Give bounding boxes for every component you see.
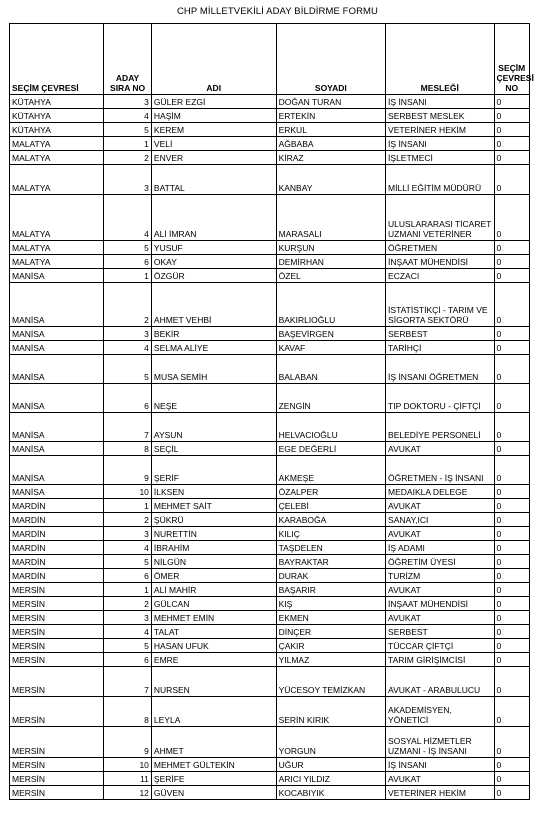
cell-district: MANİSA xyxy=(10,355,104,384)
cell-district-no: 0 xyxy=(494,485,530,499)
table-row xyxy=(10,653,530,667)
cell-rank: 4 xyxy=(104,625,152,639)
cell-surname: AKMEŞE xyxy=(276,456,385,485)
cell-profession: SANAY,ICI xyxy=(386,513,494,527)
cell-name: YUSUF xyxy=(151,241,276,255)
header-district: SEÇİM ÇEVRESİ xyxy=(10,24,104,95)
cell-district: MANİSA xyxy=(10,384,104,413)
cell-profession: İŞ İNSANI xyxy=(386,758,494,772)
table-row xyxy=(10,527,530,541)
cell-rank: 6 xyxy=(104,384,152,413)
cell-district-no: 0 xyxy=(494,241,530,255)
cell-name: HAŞİM xyxy=(151,109,276,123)
cell-surname: YORGUN xyxy=(276,727,385,758)
cell-profession: AVUKAT xyxy=(386,611,494,625)
cell-name: AYSUN xyxy=(151,413,276,442)
cell-rank: 2 xyxy=(104,151,152,165)
candidate-table xyxy=(9,23,534,800)
cell-profession: AVUKAT xyxy=(386,772,494,786)
cell-rank: 3 xyxy=(104,527,152,541)
cell-district: MANİSA xyxy=(10,283,104,327)
cell-rank: 8 xyxy=(104,697,152,727)
cell-profession: SERBEST xyxy=(386,327,494,341)
cell-profession: AVUKAT xyxy=(386,499,494,513)
cell-name: OKAY xyxy=(151,255,276,269)
cell-rank: 1 xyxy=(104,583,152,597)
cell-name: NEŞE xyxy=(151,384,276,413)
cell-profession: ULUSLARARASI TİCARET UZMANI VETERİNER xyxy=(386,195,494,241)
cell-name: VELİ xyxy=(151,137,276,151)
cell-profession: BELEDİYE PERSONELİ xyxy=(386,413,494,442)
cell-rank: 5 xyxy=(104,123,152,137)
cell-district-no: 0 xyxy=(494,109,530,123)
cell-surname: BAYRAKTAR xyxy=(276,555,385,569)
cell-profession: SERBEST xyxy=(386,625,494,639)
table-row xyxy=(10,195,530,241)
cell-name: BEKİR xyxy=(151,327,276,341)
cell-name: AHMET VEHBİ xyxy=(151,283,276,327)
cell-surname: ERKUL xyxy=(276,123,385,137)
table-row xyxy=(10,355,530,384)
cell-rank: 4 xyxy=(104,109,152,123)
table-row xyxy=(10,667,530,697)
cell-surname: SERİN KIRIK xyxy=(276,697,385,727)
cell-surname: BAKIRLIOĞLU xyxy=(276,283,385,327)
cell-surname: KARABOĞA xyxy=(276,513,385,527)
cell-surname: KANBAY xyxy=(276,165,385,195)
cell-rank: 3 xyxy=(104,611,152,625)
table-row xyxy=(10,597,530,611)
cell-profession: İŞ ADAMI xyxy=(386,541,494,555)
table-row xyxy=(10,413,530,442)
cell-name: İLKSEN xyxy=(151,485,276,499)
cell-surname: KOCABIYIK xyxy=(276,786,385,800)
cell-rank: 6 xyxy=(104,569,152,583)
cell-name: KEREM xyxy=(151,123,276,137)
cell-district: MANİSA xyxy=(10,485,104,499)
cell-district: MALATYA xyxy=(10,241,104,255)
cell-profession: ECZACI xyxy=(386,269,494,283)
cell-district: MARDİN xyxy=(10,499,104,513)
cell-district-no: 0 xyxy=(494,137,530,151)
cell-district: MERSİN xyxy=(10,583,104,597)
cell-district-no: 0 xyxy=(494,123,530,137)
cell-district-no: 0 xyxy=(494,513,530,527)
table-row xyxy=(10,384,530,413)
cell-name: ALİ İMRAN xyxy=(151,195,276,241)
cell-rank: 3 xyxy=(104,165,152,195)
cell-rank: 5 xyxy=(104,241,152,255)
table-row xyxy=(10,611,530,625)
cell-profession: ÖĞRETMEN xyxy=(386,241,494,255)
cell-district-no: 0 xyxy=(494,151,530,165)
cell-rank: 4 xyxy=(104,541,152,555)
cell-name: SEÇİL xyxy=(151,442,276,456)
table-row xyxy=(10,583,530,597)
cell-surname: TAŞDELEN xyxy=(276,541,385,555)
cell-district-no: 0 xyxy=(494,499,530,513)
cell-district: MARDİN xyxy=(10,541,104,555)
table-row xyxy=(10,255,530,269)
cell-district-no: 0 xyxy=(494,355,530,384)
cell-district-no: 0 xyxy=(494,597,530,611)
header-profession: MESLEĞİ xyxy=(386,24,494,95)
table-row xyxy=(10,541,530,555)
cell-district-no: 0 xyxy=(494,758,530,772)
cell-district-no: 0 xyxy=(494,413,530,442)
cell-district: MERSİN xyxy=(10,786,104,800)
cell-district: MERSİN xyxy=(10,639,104,653)
cell-district-no: 0 xyxy=(494,95,530,109)
cell-rank: 7 xyxy=(104,667,152,697)
cell-district: MERSİN xyxy=(10,727,104,758)
cell-rank: 10 xyxy=(104,485,152,499)
cell-district: KÜTAHYA xyxy=(10,123,104,137)
cell-profession: AVUKAT xyxy=(386,442,494,456)
cell-profession: İŞLETMECİ xyxy=(386,151,494,165)
cell-surname: EGE DEĞERLİ xyxy=(276,442,385,456)
cell-rank: 10 xyxy=(104,758,152,772)
cell-name: MEHMET SAİT xyxy=(151,499,276,513)
table-row xyxy=(10,697,530,727)
cell-surname: BALABAN xyxy=(276,355,385,384)
table-row xyxy=(10,123,530,137)
table-row xyxy=(10,109,530,123)
table-row xyxy=(10,786,530,800)
cell-profession: İŞ İNSANI xyxy=(386,95,494,109)
cell-rank: 5 xyxy=(104,639,152,653)
cell-surname: DİNÇER xyxy=(276,625,385,639)
cell-surname: YÜCESOY TEMİZKAN xyxy=(276,667,385,697)
table-row xyxy=(10,151,530,165)
cell-district-no: 0 xyxy=(494,541,530,555)
cell-district-no: 0 xyxy=(494,667,530,697)
cell-profession: AKADEMİSYEN, YÖNETİCİ xyxy=(386,697,494,727)
table-row xyxy=(10,165,530,195)
cell-district-no: 0 xyxy=(494,269,530,283)
cell-district-no: 0 xyxy=(494,442,530,456)
cell-name: GÜLCAN xyxy=(151,597,276,611)
cell-district-no: 0 xyxy=(494,625,530,639)
cell-district: MARDİN xyxy=(10,569,104,583)
cell-surname: ÖZALPER xyxy=(276,485,385,499)
cell-surname: MARASALI xyxy=(276,195,385,241)
cell-profession: ÖĞRETİM ÜYESİ xyxy=(386,555,494,569)
cell-name: ÖZGÜR xyxy=(151,269,276,283)
cell-district: MALATYA xyxy=(10,151,104,165)
cell-name: TALAT xyxy=(151,625,276,639)
table-row xyxy=(10,327,530,341)
cell-rank: 6 xyxy=(104,255,152,269)
cell-rank: 9 xyxy=(104,727,152,758)
cell-name: HASAN UFUK xyxy=(151,639,276,653)
cell-profession: İNŞAAT MÜHENDİSİ xyxy=(386,597,494,611)
cell-surname: AĞBABA xyxy=(276,137,385,151)
cell-name: ŞÜKRÜ xyxy=(151,513,276,527)
cell-district-no: 0 xyxy=(494,569,530,583)
table-row xyxy=(10,625,530,639)
cell-profession: VETERİNER HEKİM xyxy=(386,123,494,137)
cell-district: KÜTAHYA xyxy=(10,109,104,123)
cell-profession: AVUKAT - ARABULUCU xyxy=(386,667,494,697)
header-name: ADI xyxy=(151,24,276,95)
cell-rank: 1 xyxy=(104,499,152,513)
table-row xyxy=(10,639,530,653)
cell-name: NURSEN xyxy=(151,667,276,697)
cell-rank: 4 xyxy=(104,341,152,355)
cell-rank: 7 xyxy=(104,413,152,442)
cell-name: ŞERİF xyxy=(151,456,276,485)
cell-rank: 1 xyxy=(104,269,152,283)
cell-district: MALATYA xyxy=(10,255,104,269)
cell-profession: SOSYAL HİZMETLER UZMANI - İŞ İNSANI xyxy=(386,727,494,758)
cell-district: MARDİN xyxy=(10,555,104,569)
cell-rank: 5 xyxy=(104,355,152,384)
cell-surname: KAVAF xyxy=(276,341,385,355)
cell-profession: MEDAIKLA DELEGE xyxy=(386,485,494,499)
cell-district-no: 0 xyxy=(494,772,530,786)
cell-surname: KURŞUN xyxy=(276,241,385,255)
cell-surname: EKMEN xyxy=(276,611,385,625)
table-row xyxy=(10,269,530,283)
table-row xyxy=(10,456,530,485)
header-district-no: SEÇİM ÇEVRESİ NO xyxy=(494,24,530,95)
cell-district: KÜTAHYA xyxy=(10,95,104,109)
cell-name: EMRE xyxy=(151,653,276,667)
table-row xyxy=(10,442,530,456)
table-row xyxy=(10,341,530,355)
cell-surname: HELVACIOĞLU xyxy=(276,413,385,442)
cell-district: MALATYA xyxy=(10,165,104,195)
table-row xyxy=(10,555,530,569)
table-row xyxy=(10,283,530,327)
cell-profession: MİLLİ EĞİTİM MÜDÜRÜ xyxy=(386,165,494,195)
cell-profession: İSTATİSTİKÇİ - TARIM VE SİGORTA SEKTÖRÜ xyxy=(386,283,494,327)
cell-profession: İŞ İNSANI xyxy=(386,137,494,151)
table-row xyxy=(10,137,530,151)
cell-district-no: 0 xyxy=(494,555,530,569)
cell-surname: DOĞAN TURAN xyxy=(276,95,385,109)
cell-surname: ÖZEL xyxy=(276,269,385,283)
cell-district: MANİSA xyxy=(10,269,104,283)
cell-profession: TÜCCAR ÇİFTÇİ xyxy=(386,639,494,653)
cell-name: İBRAHİM xyxy=(151,541,276,555)
cell-profession: ÖĞRETMEN - İŞ İNSANI xyxy=(386,456,494,485)
table-row xyxy=(10,499,530,513)
cell-surname: ZENGİN xyxy=(276,384,385,413)
cell-district: MARDİN xyxy=(10,527,104,541)
cell-profession: TARIM GİRİŞİMCİSİ xyxy=(386,653,494,667)
cell-district: MERSİN xyxy=(10,697,104,727)
cell-name: BATTAL xyxy=(151,165,276,195)
cell-district: MERSİN xyxy=(10,772,104,786)
cell-rank: 1 xyxy=(104,137,152,151)
cell-surname: BAŞEVİRGEN xyxy=(276,327,385,341)
cell-name: SELMA ALİYE xyxy=(151,341,276,355)
table-row xyxy=(10,772,530,786)
cell-profession: VETERİNER HEKİM xyxy=(386,786,494,800)
cell-name: MEHMET GÜLTEKİN xyxy=(151,758,276,772)
table-body xyxy=(10,95,530,800)
cell-district-no: 0 xyxy=(494,456,530,485)
cell-rank: 11 xyxy=(104,772,152,786)
table-row xyxy=(10,485,530,499)
form-title: CHP MİLLETVEKİLİ ADAY BİLDİRME FORMU xyxy=(176,6,379,17)
cell-rank: 4 xyxy=(104,195,152,241)
table-header-row xyxy=(10,24,530,95)
cell-district-no: 0 xyxy=(494,165,530,195)
cell-name: NİLGÜN xyxy=(151,555,276,569)
cell-profession: TURİZM xyxy=(386,569,494,583)
cell-surname: ÇELEBİ xyxy=(276,499,385,513)
cell-district: MALATYA xyxy=(10,137,104,151)
cell-rank: 6 xyxy=(104,653,152,667)
cell-name: LEYLA xyxy=(151,697,276,727)
cell-district-no: 0 xyxy=(494,611,530,625)
cell-name: NURETTİN xyxy=(151,527,276,541)
cell-name: GÜVEN xyxy=(151,786,276,800)
cell-surname: KİRAZ xyxy=(276,151,385,165)
cell-surname: KILIÇ xyxy=(276,527,385,541)
cell-profession: TIP DOKTORU - ÇİFTÇİ xyxy=(386,384,494,413)
table-row xyxy=(10,513,530,527)
cell-district: MERSİN xyxy=(10,758,104,772)
cell-profession: AVUKAT xyxy=(386,583,494,597)
cell-district-no: 0 xyxy=(494,255,530,269)
cell-surname: KIŞ xyxy=(276,597,385,611)
cell-name: ÖMER xyxy=(151,569,276,583)
cell-district-no: 0 xyxy=(494,697,530,727)
cell-surname: ARICI YILDIZ xyxy=(276,772,385,786)
cell-district: MERSİN xyxy=(10,611,104,625)
cell-district-no: 0 xyxy=(494,583,530,597)
cell-surname: BAŞARIR xyxy=(276,583,385,597)
cell-district: MERSİN xyxy=(10,653,104,667)
table-row xyxy=(10,569,530,583)
cell-rank: 5 xyxy=(104,555,152,569)
cell-name: MEHMET EMİN xyxy=(151,611,276,625)
cell-district-no: 0 xyxy=(494,283,530,327)
cell-surname: ÇAKIR xyxy=(276,639,385,653)
cell-rank: 3 xyxy=(104,327,152,341)
cell-name: AHMET xyxy=(151,727,276,758)
cell-district-no: 0 xyxy=(494,653,530,667)
cell-district-no: 0 xyxy=(494,384,530,413)
cell-rank: 9 xyxy=(104,456,152,485)
cell-district: MANİSA xyxy=(10,442,104,456)
table-row xyxy=(10,95,530,109)
header-rank: ADAY SIRA NO xyxy=(104,24,152,95)
cell-district-no: 0 xyxy=(494,727,530,758)
cell-rank: 8 xyxy=(104,442,152,456)
cell-district-no: 0 xyxy=(494,786,530,800)
header-surname: SOYADI xyxy=(276,24,385,95)
cell-surname: ERTEKİN xyxy=(276,109,385,123)
cell-district-no: 0 xyxy=(494,527,530,541)
cell-district: MANİSA xyxy=(10,413,104,442)
cell-rank: 2 xyxy=(104,597,152,611)
cell-district: MERSİN xyxy=(10,667,104,697)
cell-profession: SERBEST MESLEK xyxy=(386,109,494,123)
cell-rank: 2 xyxy=(104,283,152,327)
cell-district: MANİSA xyxy=(10,341,104,355)
cell-name: MUSA SEMİH xyxy=(151,355,276,384)
cell-district-no: 0 xyxy=(494,639,530,653)
table-row xyxy=(10,727,530,758)
cell-profession: İNŞAAT MÜHENDİSİ xyxy=(386,255,494,269)
cell-district: MANİSA xyxy=(10,327,104,341)
cell-name: ŞERİFE xyxy=(151,772,276,786)
cell-surname: DEMİRHAN xyxy=(276,255,385,269)
cell-district: MARDİN xyxy=(10,513,104,527)
cell-district: MERSİN xyxy=(10,597,104,611)
cell-district: MANİSA xyxy=(10,456,104,485)
cell-surname: UĞUR xyxy=(276,758,385,772)
cell-rank: 3 xyxy=(104,95,152,109)
cell-rank: 2 xyxy=(104,513,152,527)
cell-rank: 12 xyxy=(104,786,152,800)
cell-profession: AVUKAT xyxy=(386,527,494,541)
cell-name: ALİ MAHİR xyxy=(151,583,276,597)
cell-district-no: 0 xyxy=(494,195,530,241)
cell-name: GÜLER EZGİ xyxy=(151,95,276,109)
cell-district: MERSİN xyxy=(10,625,104,639)
cell-district: MALATYA xyxy=(10,195,104,241)
cell-name: ENVER xyxy=(151,151,276,165)
cell-surname: YILMAZ xyxy=(276,653,385,667)
cell-profession: TARİHÇİ xyxy=(386,341,494,355)
cell-surname: DURAK xyxy=(276,569,385,583)
table-row xyxy=(10,758,530,772)
cell-district-no: 0 xyxy=(494,341,530,355)
cell-district-no: 0 xyxy=(494,327,530,341)
cell-profession: İŞ İNSANI ÖĞRETMEN xyxy=(386,355,494,384)
table-row xyxy=(10,241,530,255)
